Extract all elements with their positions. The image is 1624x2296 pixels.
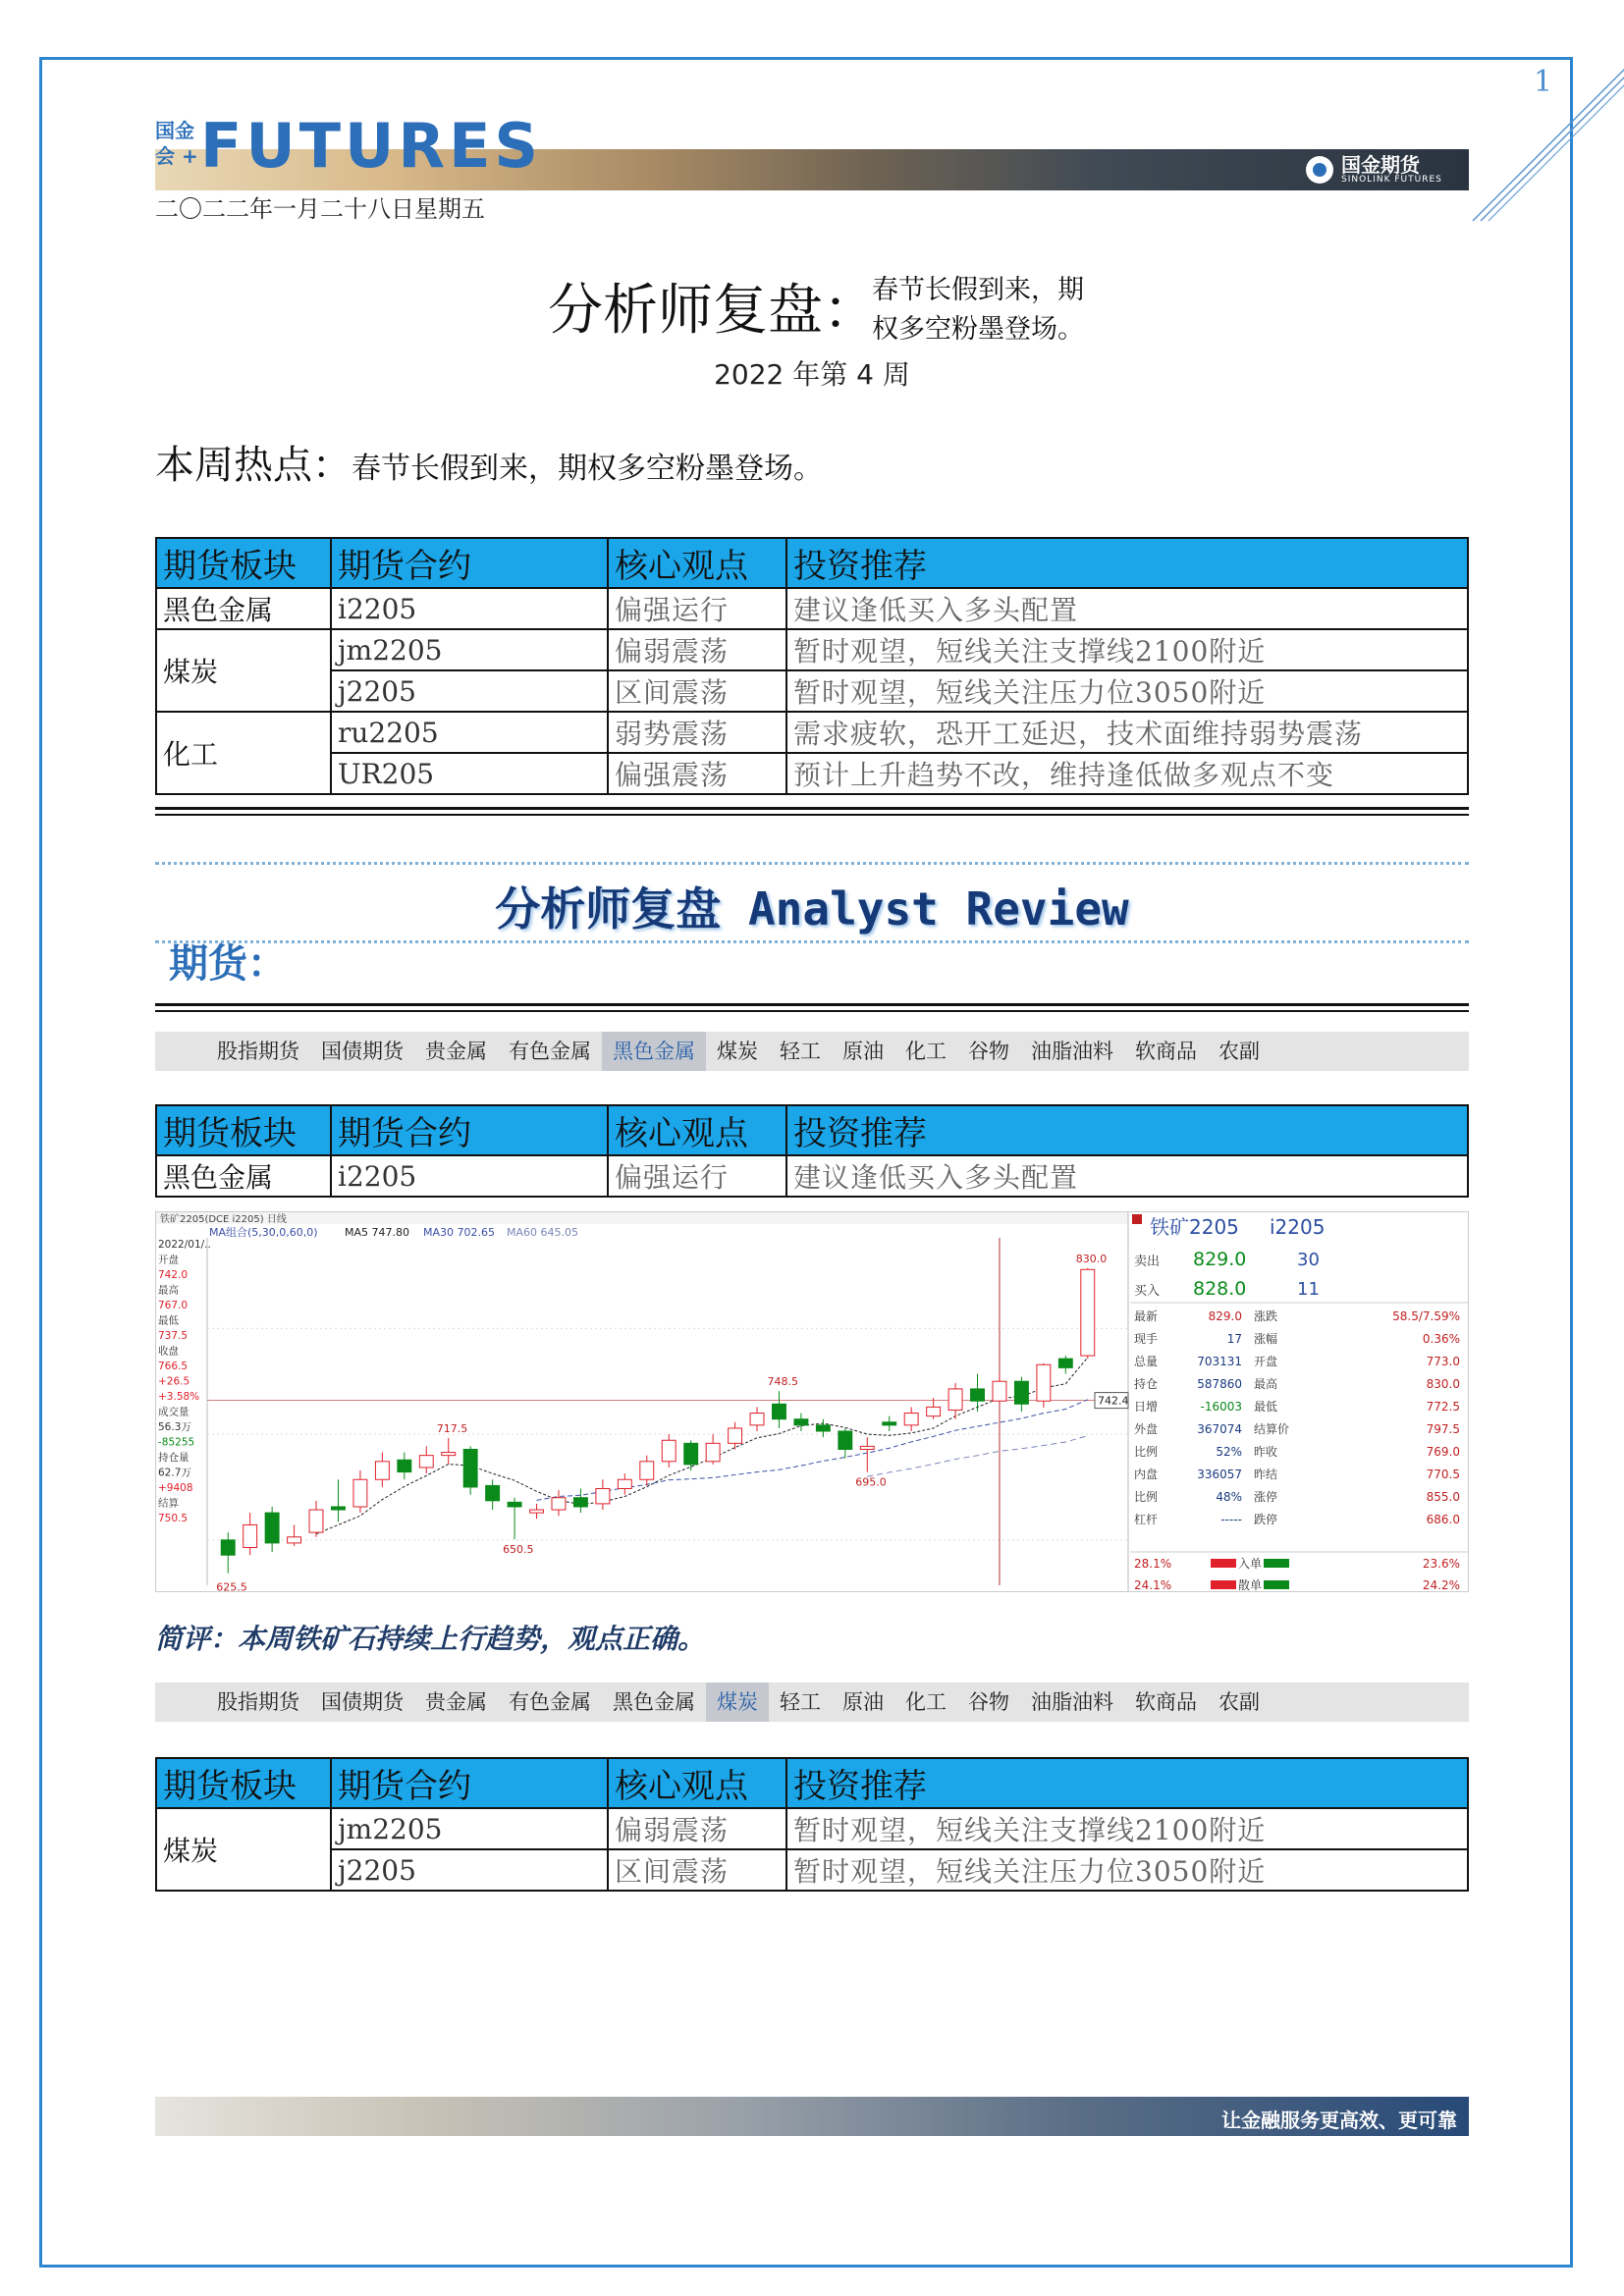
quote-label: 外盘 (1134, 1422, 1159, 1436)
left-panel-item: +9408 (158, 1482, 193, 1494)
bar-left-pct: 24.1% (1134, 1578, 1172, 1591)
quote-label: 最低 (1254, 1400, 1278, 1414)
brand-name: 国金期货 (1341, 153, 1420, 177)
bar-label: 入单 (1238, 1557, 1263, 1571)
tab-10[interactable]: 油脂油料 (1031, 1690, 1113, 1714)
tab-4[interactable]: 黑色金属 (613, 1690, 695, 1714)
quote-value: -16003 (1200, 1400, 1242, 1414)
quote-value: 797.5 (1426, 1422, 1460, 1436)
candle-body (750, 1414, 764, 1425)
candle-body (662, 1440, 676, 1462)
quote-value: 703131 (1197, 1355, 1242, 1368)
candle-body (332, 1507, 346, 1510)
price-annotation: 748.5 (767, 1375, 798, 1389)
quote-label: 杠杆 (1134, 1513, 1159, 1526)
quote-value: 770.5 (1426, 1468, 1460, 1481)
tab-7[interactable]: 原油 (842, 1690, 884, 1714)
candle-body (883, 1422, 896, 1425)
coal-table (155, 1757, 1469, 1892)
review-title-cn: 分析师复盘 (495, 882, 722, 935)
tab-9[interactable]: 谷物 (968, 1040, 1009, 1063)
col-header-advice: 投资推荐 (786, 1105, 1468, 1155)
quote-value: 772.5 (1426, 1400, 1460, 1414)
quote-value: 855.0 (1426, 1490, 1460, 1504)
candle-body (508, 1502, 521, 1507)
left-panel-item: 收盘 (158, 1345, 179, 1358)
quote-label: 最新 (1134, 1309, 1159, 1323)
view-cell: 区间震荡 (608, 1849, 786, 1891)
quote-label: 日增 (1134, 1400, 1159, 1414)
bar-green (1264, 1580, 1289, 1589)
tab-2[interactable]: 贵金属 (425, 1040, 487, 1063)
ma30-legend: MA30 702.65 (423, 1226, 495, 1239)
price-marker-label: 742.4 (1098, 1394, 1129, 1408)
bar-green (1264, 1559, 1289, 1568)
advice-cell: 预计上升趋势不改，维持逢低做多观点不变 (786, 753, 1468, 794)
candle-body (463, 1449, 477, 1486)
advice-cell: 暂时观望，短线关注压力位3050附近 (786, 1849, 1468, 1891)
candle-body (706, 1443, 720, 1461)
quote-label: 比例 (1134, 1445, 1159, 1459)
table-row (156, 1849, 1468, 1891)
tab-12[interactable]: 农副 (1218, 1040, 1260, 1063)
corner-decoration-lines (1463, 59, 1624, 226)
contract-cell: jm2205 (331, 1808, 608, 1849)
quote-value: 829.0 (1208, 1309, 1242, 1323)
table-row (156, 588, 1468, 629)
candle-body (618, 1479, 631, 1488)
quote-label: 结算价 (1254, 1422, 1290, 1436)
tab-9[interactable]: 谷物 (968, 1690, 1009, 1714)
bar-red (1211, 1559, 1236, 1568)
view-cell: 偏弱震荡 (608, 629, 786, 670)
sell-volume: 30 (1297, 1250, 1320, 1270)
contract-cell: i2205 (331, 1155, 608, 1197)
left-panel-item: 最高 (158, 1284, 179, 1297)
dotted-divider (155, 862, 1469, 865)
candle-body (948, 1389, 962, 1411)
price-annotation: 717.5 (436, 1421, 468, 1435)
page-number: 1 (1534, 65, 1553, 99)
left-panel-item: 766.5 (158, 1361, 189, 1372)
black-metal-table (155, 1104, 1469, 1198)
view-cell: 弱势震荡 (608, 712, 786, 753)
col-header-view: 核心观点 (608, 1105, 786, 1155)
sector-tab-bar (155, 1682, 1469, 1722)
quote-label: 最高 (1254, 1377, 1278, 1391)
candle-body (221, 1540, 235, 1555)
chart-comment: 简评：本周铁矿石持续上行趋势，观点正确。 (155, 1623, 706, 1655)
quote-label: 昨结 (1254, 1468, 1278, 1481)
analyst-review-title (0, 874, 1624, 938)
brand-circle-icon (1306, 156, 1333, 184)
candle-body (794, 1419, 808, 1425)
review-title-en: Analyst Review (747, 882, 1129, 935)
ma60-legend: MA60 645.05 (507, 1226, 578, 1239)
tab-1[interactable]: 国债期货 (321, 1040, 404, 1063)
left-panel-item: 结算 (158, 1497, 179, 1510)
quote-label: 开盘 (1254, 1355, 1278, 1368)
iron-ore-chart (155, 1211, 1469, 1592)
tab-0[interactable]: 股指期货 (217, 1690, 299, 1714)
price-annotation: 830.0 (1075, 1252, 1108, 1265)
tab-6[interactable]: 轻工 (780, 1040, 821, 1063)
candle-body (486, 1485, 500, 1500)
contract-cell: UR205 (331, 753, 608, 794)
candle-body (1058, 1359, 1072, 1367)
tab-3[interactable]: 有色金属 (509, 1690, 591, 1714)
candle-body (904, 1414, 918, 1425)
candle-body (1014, 1381, 1028, 1404)
left-panel-item: 62.7万 (158, 1467, 191, 1479)
page-title: 分析师复盘： (548, 279, 878, 343)
contract-cell: j2205 (331, 670, 608, 712)
contract-cell: jm2205 (331, 629, 608, 670)
candle-body (552, 1498, 566, 1510)
left-panel-item: 持仓量 (158, 1452, 189, 1464)
buy-label: 买入 (1134, 1284, 1161, 1299)
table-header-row (156, 1758, 1468, 1808)
advice-cell: 建议逢低买入多头配置 (786, 588, 1468, 629)
quote-label: 比例 (1134, 1490, 1159, 1504)
buy-price: 828.0 (1193, 1278, 1247, 1300)
logo-mini-line1: 国金 (155, 119, 194, 142)
quote-value: 367074 (1197, 1422, 1242, 1436)
quote-value: 686.0 (1426, 1513, 1460, 1526)
col-header-contract: 期货合约 (331, 1758, 608, 1808)
col-header-contract: 期货合约 (331, 538, 608, 588)
candle-body (640, 1462, 654, 1479)
quote-value: 17 (1226, 1332, 1242, 1346)
quote-label: 涨停 (1254, 1490, 1278, 1504)
col-header-view: 核心观点 (608, 538, 786, 588)
tab-2[interactable]: 贵金属 (425, 1690, 487, 1714)
quote-label: 总量 (1134, 1355, 1159, 1368)
bar-red (1211, 1580, 1236, 1589)
tab-5[interactable]: 煤炭 (717, 1040, 758, 1063)
quote-value: 587860 (1197, 1377, 1242, 1391)
candle-body (816, 1425, 830, 1431)
candle-body (729, 1428, 742, 1443)
quote-label: 昨收 (1254, 1445, 1278, 1459)
hot-topic (155, 434, 823, 490)
ma-legend: MA组合(5,30,0,60,0) (209, 1226, 318, 1239)
left-panel-item: 737.5 (158, 1330, 189, 1342)
quote-value: 0.36% (1422, 1332, 1460, 1346)
quote-value: 48% (1216, 1490, 1242, 1504)
sector-tab-bar (155, 1032, 1469, 1071)
sector-cell: 黑色金属 (156, 1155, 331, 1197)
hot-topic-text: 春节长假到来，期权多空粉墨登场。 (352, 452, 823, 486)
left-panel-item: 767.0 (158, 1300, 189, 1311)
table-row (156, 712, 1468, 753)
col-header-view: 核心观点 (608, 1758, 786, 1808)
buy-volume: 11 (1297, 1279, 1320, 1300)
left-panel-item: +3.58% (158, 1391, 200, 1403)
table-row (156, 753, 1468, 794)
candle-body (684, 1443, 698, 1465)
price-annotation: 695.0 (855, 1475, 887, 1489)
quote-value: 336057 (1197, 1468, 1242, 1481)
quote-value: 52% (1216, 1445, 1242, 1459)
left-panel-item: -85255 (158, 1436, 195, 1449)
bar-right-pct: 24.2% (1422, 1578, 1460, 1591)
candle-body (442, 1453, 456, 1456)
table-row (156, 1155, 1468, 1197)
tab-7[interactable]: 原油 (842, 1040, 884, 1063)
left-panel-item: 开盘 (158, 1254, 179, 1266)
week-label: 2022 年第 4 周 (714, 358, 910, 391)
candle-body (353, 1479, 367, 1507)
left-panel-item: 56.3万 (158, 1421, 191, 1433)
sell-price: 829.0 (1193, 1249, 1247, 1270)
brand-name-en: SINOLINK FUTURES (1341, 175, 1442, 185)
tab-12[interactable]: 农副 (1218, 1690, 1260, 1714)
sell-label: 卖出 (1134, 1255, 1161, 1269)
col-header-advice: 投资推荐 (786, 1758, 1468, 1808)
quote-label: 内盘 (1134, 1468, 1159, 1481)
table-row (156, 629, 1468, 670)
ma5-legend: MA5 747.80 (345, 1226, 409, 1239)
contract-cell: i2205 (331, 588, 608, 629)
bar-right-pct: 23.6% (1422, 1557, 1460, 1571)
brand-logo (1306, 152, 1442, 187)
quote-value: 58.5/7.59% (1392, 1309, 1460, 1323)
candle-body (773, 1404, 786, 1418)
market-icon (1132, 1214, 1142, 1224)
quote-name: 铁矿2205 (1150, 1215, 1239, 1239)
quote-label: 持仓 (1134, 1377, 1159, 1391)
candle-body (971, 1389, 985, 1401)
report-date: 二〇二二年一月二十八日星期五 (155, 195, 485, 223)
tab-6[interactable]: 轻工 (780, 1690, 821, 1714)
table-header-row (156, 538, 1468, 588)
candle-body (993, 1381, 1006, 1401)
tab-5[interactable]: 煤炭 (706, 1682, 769, 1722)
candle-body (1037, 1364, 1051, 1401)
candle-body (860, 1446, 874, 1449)
view-cell: 偏强运行 (608, 1155, 786, 1197)
page-subtitle: 春节长假到来，期权多空粉墨登场。 (872, 275, 1084, 345)
tab-4[interactable]: 黑色金属 (602, 1032, 706, 1071)
table-row (156, 1808, 1468, 1849)
candle-body (419, 1456, 433, 1468)
tab-8[interactable]: 化工 (905, 1040, 947, 1063)
candle-body (398, 1460, 411, 1471)
candle-body (288, 1537, 301, 1543)
footer-banner (155, 2097, 1469, 2136)
candle-body (375, 1462, 389, 1479)
price-annotation: 625.5 (216, 1580, 247, 1591)
col-header-sector: 期货板块 (156, 538, 331, 588)
futures-logo-word: FUTURES (200, 110, 543, 173)
summary-table (155, 537, 1469, 795)
advice-cell: 暂时观望，短线关注支撑线2100附近 (786, 1808, 1468, 1849)
sector-cell: 黑色金属 (156, 588, 331, 629)
dotted-divider (155, 940, 1469, 943)
left-panel-item: 最低 (158, 1314, 179, 1327)
quote-value: 830.0 (1426, 1377, 1460, 1391)
quote-value: 769.0 (1426, 1445, 1460, 1459)
table-row (156, 670, 1468, 712)
hot-topic-label: 本周热点： (155, 443, 352, 488)
chart-title: 铁矿2205(DCE i2205) 日线 (160, 1214, 287, 1225)
col-header-sector: 期货板块 (156, 1758, 331, 1808)
candle-body (309, 1510, 323, 1532)
sector-cell: 化工 (156, 712, 331, 794)
candle-body (927, 1407, 941, 1415)
table-header-row (156, 1105, 1468, 1155)
footer-slogan: 让金融服务更高效、更可靠 (1221, 2109, 1457, 2132)
price-annotation: 650.5 (503, 1543, 534, 1557)
bar-label: 散单 (1238, 1578, 1263, 1591)
col-header-advice: 投资推荐 (786, 538, 1468, 588)
left-panel-item: 750.5 (158, 1513, 189, 1524)
candle-body (265, 1513, 279, 1543)
chart-title-bar (156, 1212, 1128, 1224)
view-cell: 偏强运行 (608, 588, 786, 629)
quote-label: 跌停 (1254, 1513, 1278, 1526)
col-header-sector: 期货板块 (156, 1105, 331, 1155)
col-header-contract: 期货合约 (331, 1105, 608, 1155)
quote-label: 现手 (1134, 1332, 1159, 1346)
contract-cell: ru2205 (331, 712, 608, 753)
double-divider (155, 1003, 1469, 1012)
view-cell: 偏弱震荡 (608, 1808, 786, 1849)
double-divider (155, 807, 1469, 816)
view-cell: 区间震荡 (608, 670, 786, 712)
quote-code: i2205 (1270, 1215, 1326, 1239)
candlestick-chart-svg (156, 1212, 1468, 1591)
logo-mini (155, 118, 198, 169)
tab-3[interactable]: 有色金属 (509, 1040, 591, 1063)
bar-left-pct: 28.1% (1134, 1557, 1172, 1571)
tab-0[interactable]: 股指期货 (217, 1040, 299, 1063)
quote-value: ----- (1220, 1513, 1242, 1526)
tab-10[interactable]: 油脂油料 (1031, 1040, 1113, 1063)
candle-body (839, 1431, 852, 1449)
left-panel-item: 成交量 (158, 1406, 189, 1418)
futures-section-label: 期货： (169, 941, 287, 987)
tab-11[interactable]: 软商品 (1135, 1040, 1197, 1063)
advice-cell: 建议逢低买入多头配置 (786, 1155, 1468, 1197)
advice-cell: 需求疲软，恐开工延迟，技术面维持弱势震荡 (786, 712, 1468, 753)
candle-body (573, 1498, 587, 1507)
tab-1[interactable]: 国债期货 (321, 1690, 404, 1714)
left-panel-item: 742.0 (158, 1269, 189, 1281)
view-cell: 偏强震荡 (608, 753, 786, 794)
ma5-line (316, 1358, 1088, 1534)
logo-mini-line2: 会 + (155, 144, 198, 168)
candle-body (244, 1524, 257, 1547)
quote-label: 涨跌 (1254, 1309, 1278, 1323)
left-panel-item: +26.5 (158, 1375, 190, 1388)
candle-body (530, 1510, 544, 1513)
quote-value: 773.0 (1426, 1355, 1460, 1368)
tab-8[interactable]: 化工 (905, 1690, 947, 1714)
candle-body (596, 1488, 610, 1503)
tab-11[interactable]: 软商品 (1135, 1690, 1197, 1714)
advice-cell: 暂时观望，短线关注支撑线2100附近 (786, 629, 1468, 670)
sector-cell: 煤炭 (156, 629, 331, 712)
quote-label: 涨幅 (1254, 1332, 1278, 1346)
left-panel-item: 2022/01/.. (158, 1239, 211, 1251)
sector-cell: 煤炭 (156, 1808, 331, 1891)
contract-cell: j2205 (331, 1849, 608, 1891)
candle-body (1081, 1269, 1095, 1356)
advice-cell: 暂时观望，短线关注压力位3050附近 (786, 670, 1468, 712)
ma60-line (867, 1436, 1088, 1477)
